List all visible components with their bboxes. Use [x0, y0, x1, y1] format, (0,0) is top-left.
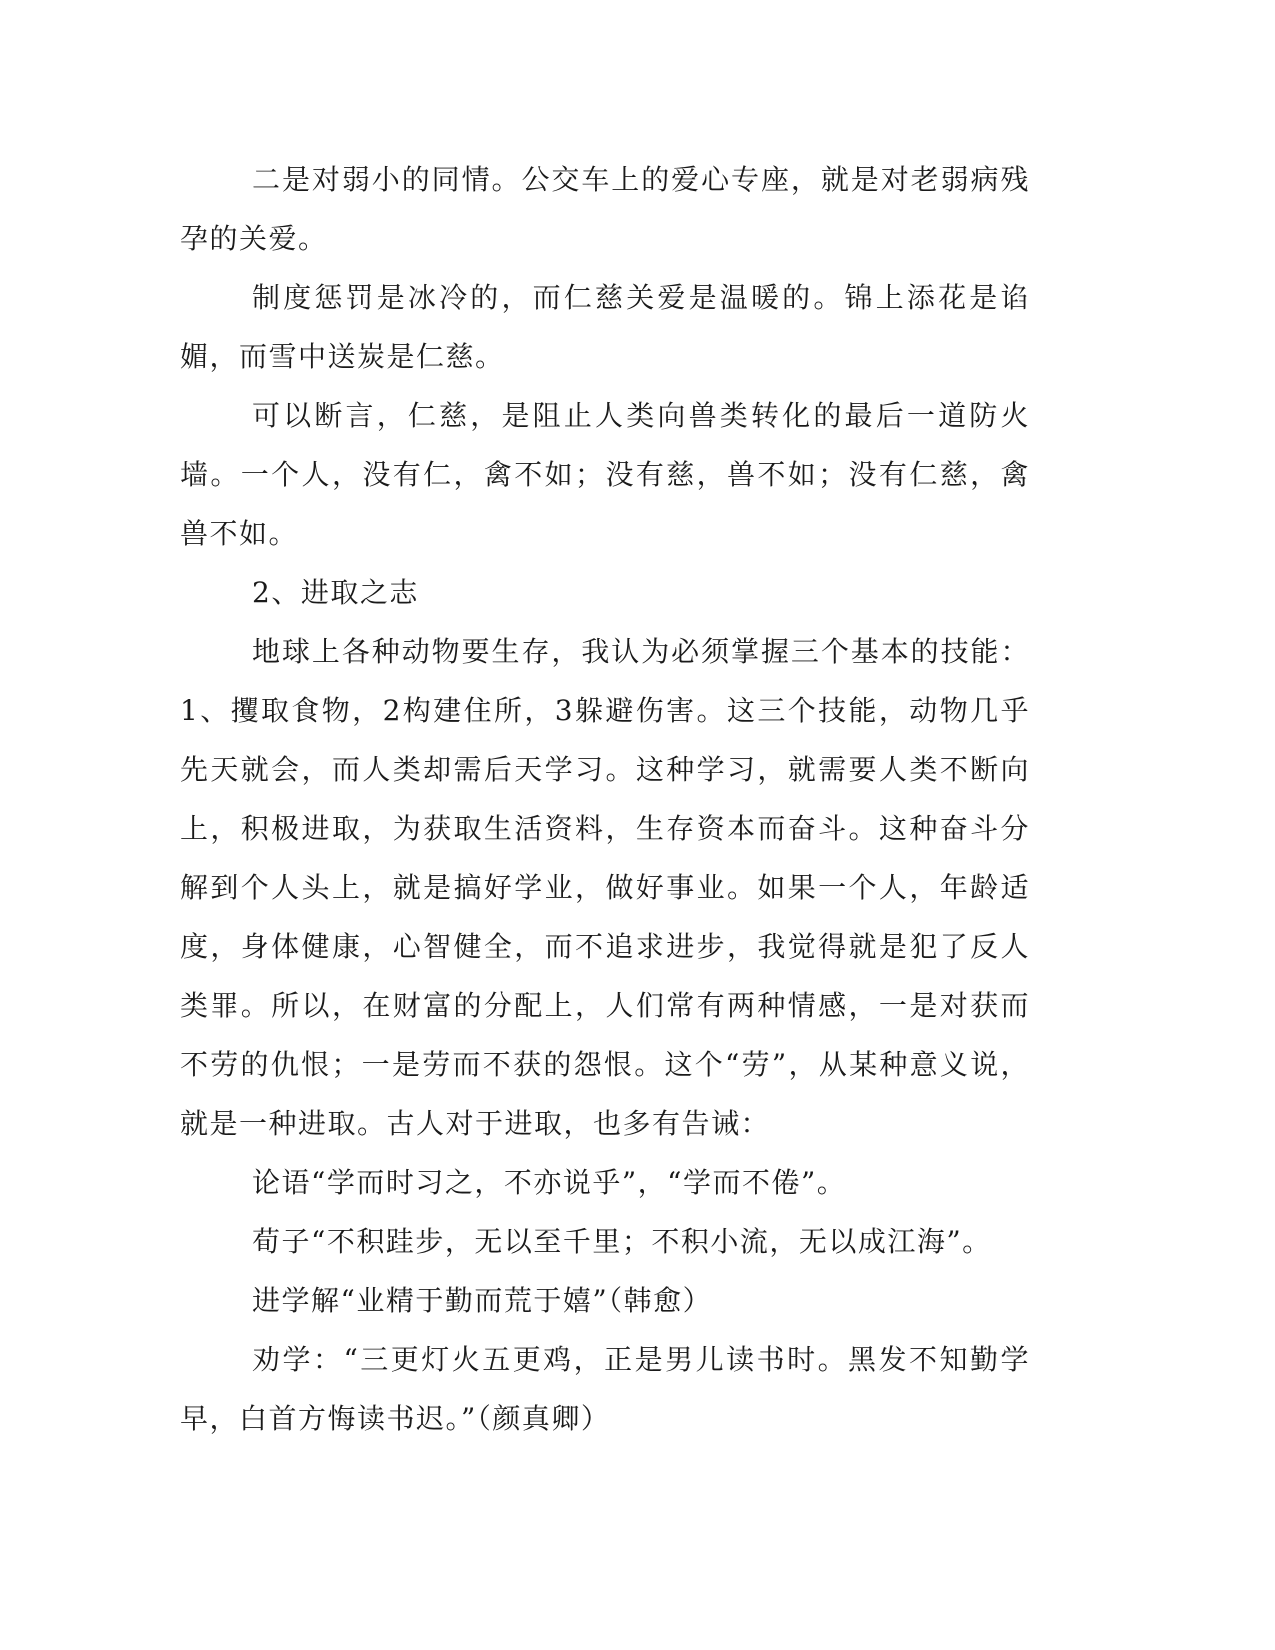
paragraph-warmth: 制度惩罚是冰冷的，而仁慈关爱是温暖的。锦上添花是谄媚，而雪中送炭是仁慈。: [180, 281, 1030, 373]
paragraph-firewall: 可以断言，仁慈，是阻止人类向兽类转化的最后一道防火墙。一个人，没有仁，禽不如；没有慈，兽不如；没有仁慈，禽兽不如。: [180, 399, 1030, 550]
quote-xunzi: 荀子“不积跬步，无以至千里；不积小流，无以成江海”。: [252, 1225, 992, 1258]
quote-yanzhenqing: 劝学：“三更灯火五更鸡，正是男儿读书时。黑发不知勤学早，白首方悔读书迟。”（颜真卿）: [180, 1343, 1030, 1435]
quote-hanyu: 进学解“业精于勤而荒于嬉”（韩愈）: [252, 1284, 713, 1317]
quote-analects: 论语“学而时习之，不亦说乎”，“学而不倦”。: [252, 1166, 847, 1199]
section-heading-ambition: 2、进取之志: [252, 576, 419, 609]
document-body: [180, 150, 1030, 1448]
paragraph-survival-skills: 地球上各种动物要生存，我认为必须掌握三个基本的技能：1、攫取食物，2构建住所，3躲避伤害。这三个技能，动物几乎先天就会，而人类却需后天学习。这种学习，就需要人类不断向上，积极进取，为获取生活资料，生存资本而奋斗。这种奋斗分解到个人头上，就是搞好学业，做好事业。如果一个人，年龄适度，身体健康，心智健全，而不追求进步，我觉得就是犯了反人类罪。所以，在财富的分配上，人们常有两种情感，一是对获而不劳的仇恨；一是劳而不获的怨恨。这个“劳”，从某种意义说，就是一种进取。古人对于进取，也多有告诫：: [180, 635, 1030, 1140]
paragraph-sympathy: 二是对弱小的同情。公交车上的爱心专座，就是对老弱病残孕的关爱。: [180, 163, 1030, 255]
